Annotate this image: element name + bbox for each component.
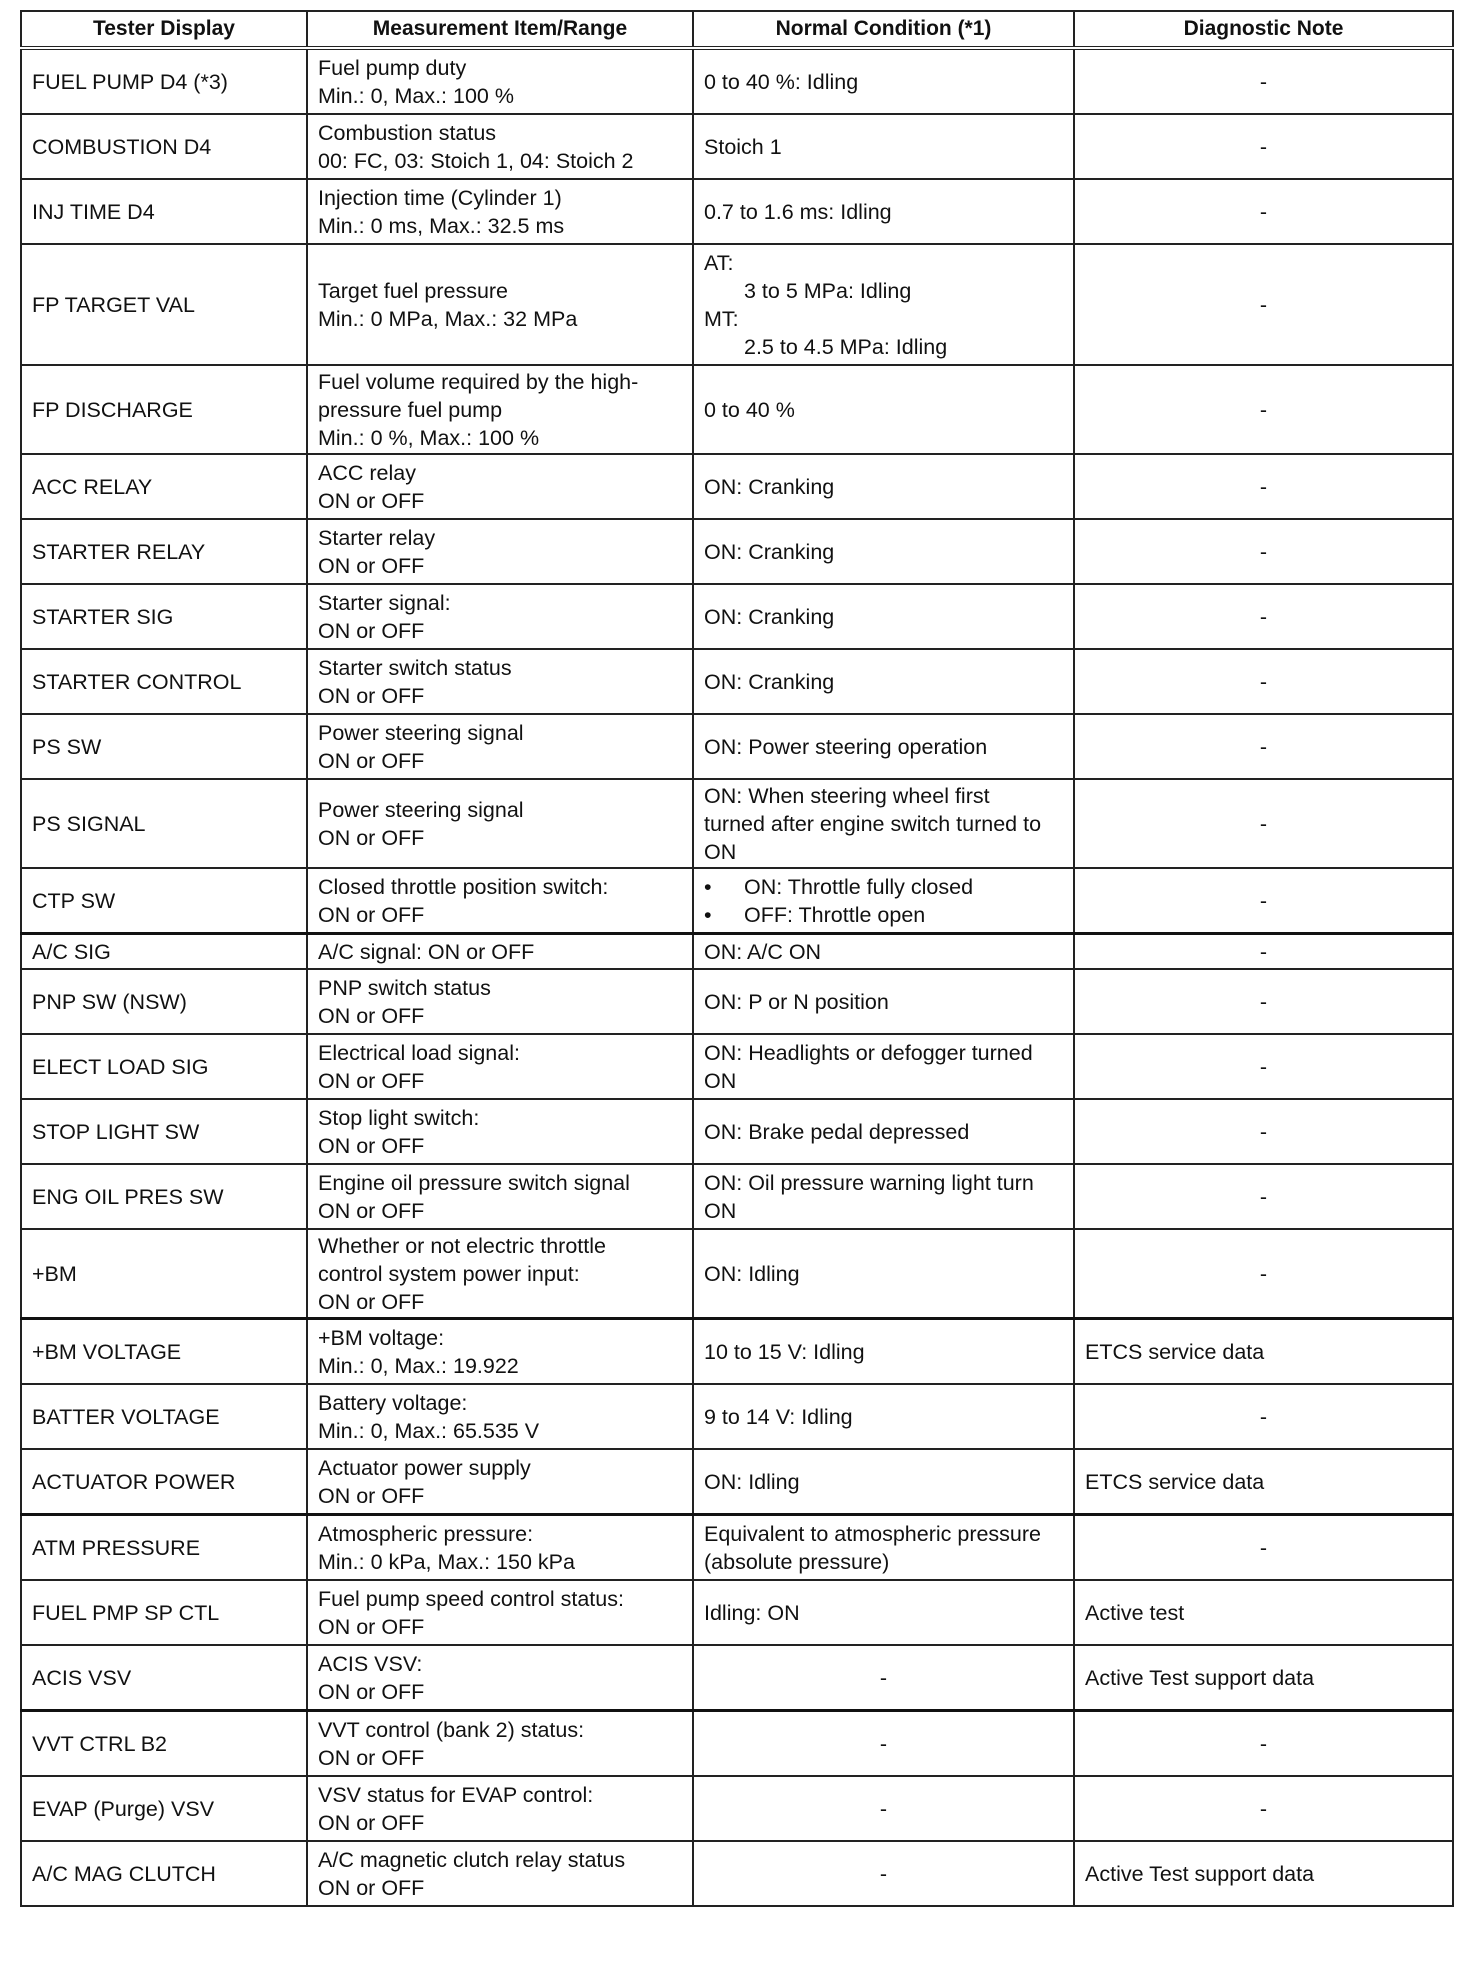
tester-display-cell: CTP SW — [21, 868, 307, 934]
table-row — [21, 1449, 1453, 1515]
condition-cell — [693, 1449, 1074, 1515]
condition-cell — [693, 779, 1074, 868]
table-row — [21, 779, 1453, 868]
measurement-cell — [307, 584, 693, 649]
measurement-line: A/C magnetic clutch relay status — [318, 1847, 626, 1872]
condition-line: ON: Brake pedal depressed — [704, 1119, 970, 1144]
condition-cell — [693, 1319, 1074, 1385]
measurement-line: Min.: 0 MPa, Max.: 32 MPa — [318, 306, 578, 331]
condition-line: ON: Cranking — [704, 669, 835, 694]
tester-display-cell: PS SW — [21, 714, 307, 779]
diagnostic-note-cell: - — [1074, 1776, 1453, 1841]
diagnostic-note-cell: - — [1074, 1229, 1453, 1319]
measurement-cell — [307, 454, 693, 519]
tester-display-cell: FUEL PUMP D4 (*3) — [21, 48, 307, 114]
condition-line: Stoich 1 — [704, 134, 782, 159]
condition-line: - — [879, 1731, 888, 1756]
condition-cell — [693, 868, 1074, 934]
condition-line: ON: Oil pressure warning light turn — [704, 1170, 1034, 1195]
condition-line: 2.5 to 4.5 MPa: Idling — [744, 334, 948, 359]
condition-line: ON: When steering wheel first — [704, 783, 990, 808]
condition-line: ON: Headlights or defogger turned — [704, 1040, 1033, 1065]
table-row — [21, 244, 1453, 365]
measurement-cell — [307, 1099, 693, 1164]
condition-line: - — [879, 1796, 888, 1821]
condition-line: 9 to 14 V: Idling — [704, 1404, 853, 1429]
condition-line: - — [879, 1861, 888, 1886]
measurement-line: Starter relay — [318, 525, 436, 550]
measurement-cell — [307, 179, 693, 244]
measurement-line: ON or OFF — [318, 1068, 425, 1093]
condition-cell — [693, 365, 1074, 454]
measurement-line: Min.: 0, Max.: 65.535 V — [318, 1418, 540, 1443]
tester-display-cell: ACIS VSV — [21, 1645, 307, 1711]
condition-line: - — [879, 1665, 888, 1690]
condition-cell — [693, 584, 1074, 649]
condition-line: ON: Cranking — [704, 474, 835, 499]
measurement-line: Stop light switch: — [318, 1105, 480, 1130]
table-row — [21, 1645, 1453, 1711]
tester-display-cell: EVAP (Purge) VSV — [21, 1776, 307, 1841]
diagnostic-note-cell: Active Test support data — [1074, 1645, 1453, 1711]
condition-line: ON — [704, 839, 737, 864]
header-measurement-item: Measurement Item/Range — [307, 11, 693, 48]
measurement-line: A/C signal: ON or OFF — [318, 939, 535, 964]
measurement-line: Min.: 0 %, Max.: 100 % — [318, 425, 540, 450]
measurement-cell — [307, 1645, 693, 1711]
diagnostic-note-cell: - — [1074, 48, 1453, 114]
measurement-line: ACC relay — [318, 460, 416, 485]
tester-display-cell: COMBUSTION D4 — [21, 114, 307, 179]
condition-cell — [693, 244, 1074, 365]
condition-line: ON: P or N position — [704, 989, 889, 1014]
measurement-cell — [307, 714, 693, 779]
condition-bullet-item — [704, 873, 1063, 901]
diagnostic-note-cell: - — [1074, 779, 1453, 868]
condition-cell — [693, 1841, 1074, 1906]
tester-display-cell: STOP LIGHT SW — [21, 1099, 307, 1164]
condition-line: ON: Cranking — [704, 539, 835, 564]
condition-line: MT: — [704, 306, 739, 331]
condition-cell — [693, 1711, 1074, 1777]
diagnostic-note-cell: - — [1074, 114, 1453, 179]
measurement-line: PNP switch status — [318, 975, 491, 1000]
tester-display-cell: ENG OIL PRES SW — [21, 1164, 307, 1229]
measurement-cell — [307, 1776, 693, 1841]
condition-cell — [693, 454, 1074, 519]
bullet-icon: • — [704, 874, 712, 899]
tester-display-cell: PNP SW (NSW) — [21, 969, 307, 1034]
measurement-line: control system power input: — [318, 1261, 580, 1286]
tester-display-cell: +BM VOLTAGE — [21, 1319, 307, 1385]
measurement-line: Target fuel pressure — [318, 278, 509, 303]
table-row — [21, 1164, 1453, 1229]
measurement-line: Whether or not electric throttle — [318, 1233, 606, 1258]
condition-cell — [693, 1645, 1074, 1711]
condition-line: 3 to 5 MPa: Idling — [744, 278, 912, 303]
measurement-line: Injection time (Cylinder 1) — [318, 185, 562, 210]
measurement-cell — [307, 934, 693, 970]
measurement-line: ON or OFF — [318, 1810, 425, 1835]
diagnostic-note-cell: Active Test support data — [1074, 1841, 1453, 1906]
diagnostic-note-cell: Active test — [1074, 1580, 1453, 1645]
diagnostic-note-cell: - — [1074, 714, 1453, 779]
measurement-line: ON or OFF — [318, 1133, 425, 1158]
table-row — [21, 114, 1453, 179]
tester-display-cell: INJ TIME D4 — [21, 179, 307, 244]
diagnostic-note-cell: ETCS service data — [1074, 1319, 1453, 1385]
measurement-cell — [307, 1515, 693, 1581]
condition-line: 0 to 40 % — [704, 397, 795, 422]
tester-display-cell: +BM — [21, 1229, 307, 1319]
table-row — [21, 1580, 1453, 1645]
measurement-line: ON or OFF — [318, 825, 425, 850]
measurement-cell — [307, 1319, 693, 1385]
condition-line: ON: Idling — [704, 1469, 800, 1494]
diagnostic-note-cell: - — [1074, 1164, 1453, 1229]
condition-line: Idling: ON — [704, 1600, 800, 1625]
condition-cell — [693, 649, 1074, 714]
table-row — [21, 649, 1453, 714]
table-row — [21, 48, 1453, 114]
measurement-line: ON or OFF — [318, 1003, 425, 1028]
diagnostic-note-cell: - — [1074, 1034, 1453, 1099]
bullet-icon: • — [704, 902, 712, 927]
measurement-cell — [307, 1449, 693, 1515]
measurement-line: ON or OFF — [318, 553, 425, 578]
measurement-line: ON or OFF — [318, 1875, 425, 1900]
measurement-line: ON or OFF — [318, 618, 425, 643]
table-row — [21, 584, 1453, 649]
condition-line: 0 to 40 %: Idling — [704, 69, 859, 94]
condition-line: AT: — [704, 250, 734, 275]
diagnostic-note-cell: - — [1074, 934, 1453, 970]
measurement-line: Fuel volume required by the high- — [318, 369, 639, 394]
condition-cell — [693, 1229, 1074, 1319]
diagnostic-note-cell: - — [1074, 1099, 1453, 1164]
tester-display-cell: PS SIGNAL — [21, 779, 307, 868]
measurement-line: Min.: 0 ms, Max.: 32.5 ms — [318, 213, 565, 238]
table-row — [21, 1229, 1453, 1319]
table-header-row — [21, 11, 1453, 48]
table-row — [21, 519, 1453, 584]
table-row — [21, 1099, 1453, 1164]
diagnostic-note-cell: - — [1074, 179, 1453, 244]
table-row — [21, 1034, 1453, 1099]
condition-cell — [693, 934, 1074, 970]
tester-display-cell: VVT CTRL B2 — [21, 1711, 307, 1777]
condition-cell — [693, 1099, 1074, 1164]
diagnostic-note-cell: - — [1074, 868, 1453, 934]
condition-bullet-item — [704, 901, 1063, 929]
measurement-line: Min.: 0, Max.: 100 % — [318, 83, 514, 108]
measurement-cell — [307, 1580, 693, 1645]
condition-cell — [693, 969, 1074, 1034]
measurement-cell — [307, 649, 693, 714]
table-row — [21, 179, 1453, 244]
measurement-line: Closed throttle position switch: — [318, 874, 609, 899]
measurement-cell — [307, 114, 693, 179]
table-row — [21, 714, 1453, 779]
measurement-line: Min.: 0, Max.: 19.922 — [318, 1353, 519, 1378]
measurement-cell — [307, 1034, 693, 1099]
measurement-cell — [307, 868, 693, 934]
measurement-line: Fuel pump duty — [318, 55, 467, 80]
measurement-line: VSV status for EVAP control: — [318, 1782, 594, 1807]
condition-line: ON: Throttle fully closed — [744, 874, 974, 899]
measurement-line: Atmospheric pressure: — [318, 1521, 534, 1546]
header-normal-condition: Normal Condition (*1) — [693, 11, 1074, 48]
measurement-line: Electrical load signal: — [318, 1040, 520, 1065]
data-list-table — [20, 10, 1454, 1907]
diagnostic-note-cell: - — [1074, 244, 1453, 365]
condition-cell — [693, 114, 1074, 179]
table-row — [21, 1515, 1453, 1581]
table-row — [21, 1319, 1453, 1385]
table-row — [21, 934, 1453, 970]
measurement-line: VVT control (bank 2) status: — [318, 1717, 585, 1742]
condition-cell — [693, 1776, 1074, 1841]
tester-display-cell: FP TARGET VAL — [21, 244, 307, 365]
condition-cell — [693, 1164, 1074, 1229]
tester-display-cell: FUEL PMP SP CTL — [21, 1580, 307, 1645]
measurement-line: Power steering signal — [318, 797, 524, 822]
diagnostic-note-cell: - — [1074, 1711, 1453, 1777]
condition-cell — [693, 48, 1074, 114]
condition-line: ON: Cranking — [704, 604, 835, 629]
condition-cell — [693, 1580, 1074, 1645]
tester-display-cell: ELECT LOAD SIG — [21, 1034, 307, 1099]
measurement-line: Min.: 0 kPa, Max.: 150 kPa — [318, 1549, 575, 1574]
measurement-line: Actuator power supply — [318, 1455, 531, 1480]
measurement-line: ON or OFF — [318, 748, 425, 773]
measurement-line: ON or OFF — [318, 1679, 425, 1704]
measurement-line: Fuel pump speed control status: — [318, 1586, 624, 1611]
diagnostic-note-cell: - — [1074, 519, 1453, 584]
measurement-cell — [307, 365, 693, 454]
tester-display-cell: STARTER SIG — [21, 584, 307, 649]
diagnostic-note-cell: - — [1074, 1515, 1453, 1581]
tester-display-cell: ACTUATOR POWER — [21, 1449, 307, 1515]
tester-display-cell: ATM PRESSURE — [21, 1515, 307, 1581]
measurement-cell — [307, 969, 693, 1034]
header-tester-display: Tester Display — [21, 11, 307, 48]
condition-cell — [693, 1384, 1074, 1449]
measurement-line: ACIS VSV: — [318, 1651, 423, 1676]
measurement-line: Power steering signal — [318, 720, 524, 745]
tester-display-cell: ACC RELAY — [21, 454, 307, 519]
measurement-line: ON or OFF — [318, 1614, 425, 1639]
table-row — [21, 1841, 1453, 1906]
table-row — [21, 365, 1453, 454]
measurement-cell — [307, 244, 693, 365]
measurement-line: ON or OFF — [318, 488, 425, 513]
table-row — [21, 454, 1453, 519]
condition-cell — [693, 179, 1074, 244]
diagnostic-note-cell: - — [1074, 454, 1453, 519]
measurement-cell — [307, 1841, 693, 1906]
measurement-cell — [307, 1229, 693, 1319]
measurement-line: ON or OFF — [318, 683, 425, 708]
measurement-line: Starter switch status — [318, 655, 512, 680]
condition-line: (absolute pressure) — [704, 1549, 890, 1574]
condition-line: ON — [704, 1068, 737, 1093]
diagnostic-note-cell: - — [1074, 969, 1453, 1034]
tester-display-cell: STARTER CONTROL — [21, 649, 307, 714]
measurement-line: ON or OFF — [318, 1198, 425, 1223]
measurement-line: Combustion status — [318, 120, 497, 145]
diagnostic-note-cell: - — [1074, 584, 1453, 649]
measurement-cell — [307, 1164, 693, 1229]
diagnostic-note-cell: ETCS service data — [1074, 1449, 1453, 1515]
condition-line: ON: A/C ON — [704, 939, 822, 964]
measurement-cell — [307, 1384, 693, 1449]
tester-display-cell: STARTER RELAY — [21, 519, 307, 584]
condition-cell — [693, 519, 1074, 584]
measurement-line: +BM voltage: — [318, 1325, 445, 1350]
measurement-line: 00: FC, 03: Stoich 1, 04: Stoich 2 — [318, 148, 634, 173]
measurement-line: Starter signal: — [318, 590, 451, 615]
condition-line: Equivalent to atmospheric pressure — [704, 1521, 1042, 1546]
diagnostic-note-cell: - — [1074, 1384, 1453, 1449]
measurement-line: Battery voltage: — [318, 1390, 468, 1415]
measurement-cell — [307, 779, 693, 868]
condition-line: ON — [704, 1198, 737, 1223]
condition-line: 0.7 to 1.6 ms: Idling — [704, 199, 892, 224]
condition-line: ON: Idling — [704, 1261, 800, 1286]
table-row — [21, 1776, 1453, 1841]
table-row — [21, 1711, 1453, 1777]
table-row — [21, 868, 1453, 934]
tester-display-cell: BATTER VOLTAGE — [21, 1384, 307, 1449]
tester-display-cell: FP DISCHARGE — [21, 365, 307, 454]
measurement-line: ON or OFF — [318, 1289, 425, 1314]
header-diagnostic-note: Diagnostic Note — [1074, 11, 1453, 48]
tester-display-cell: A/C MAG CLUTCH — [21, 1841, 307, 1906]
condition-line: ON: Power steering operation — [704, 734, 988, 759]
measurement-cell — [307, 519, 693, 584]
measurement-cell — [307, 1711, 693, 1777]
condition-line: turned after engine switch turned to — [704, 811, 1042, 836]
diagnostic-note-cell: - — [1074, 365, 1453, 454]
measurement-line: ON or OFF — [318, 902, 425, 927]
condition-cell — [693, 714, 1074, 779]
condition-cell — [693, 1515, 1074, 1581]
measurement-line: ON or OFF — [318, 1745, 425, 1770]
condition-cell — [693, 1034, 1074, 1099]
measurement-line: ON or OFF — [318, 1483, 425, 1508]
tester-display-cell: A/C SIG — [21, 934, 307, 970]
measurement-line: Engine oil pressure switch signal — [318, 1170, 630, 1195]
table-row — [21, 1384, 1453, 1449]
diagnostic-note-cell: - — [1074, 649, 1453, 714]
measurement-line: pressure fuel pump — [318, 397, 503, 422]
condition-line: OFF: Throttle open — [744, 902, 926, 927]
measurement-cell — [307, 48, 693, 114]
condition-line: 10 to 15 V: Idling — [704, 1339, 865, 1364]
table-row — [21, 969, 1453, 1034]
